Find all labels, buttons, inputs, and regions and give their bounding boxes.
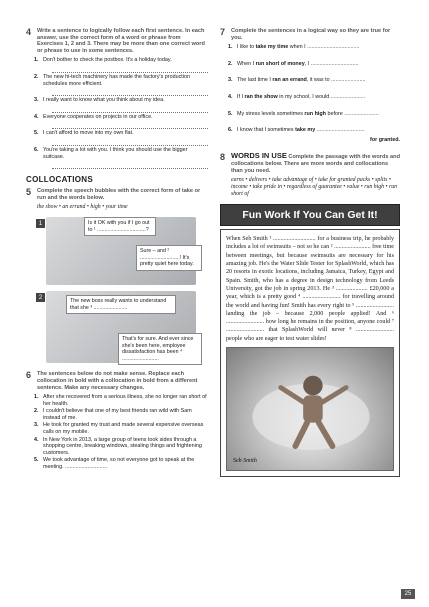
- article-box: [220, 229, 400, 477]
- answer-line[interactable]: [52, 68, 208, 73]
- answer-line[interactable]: [52, 108, 208, 113]
- list-item: 1. Don't bother to check the postbox. It's a holiday today.: [34, 57, 172, 64]
- word-bank: the show • an errand • high • your time: [37, 204, 128, 211]
- list-item[interactable]: 4. If I ran the show in my school, I would .......................: [228, 93, 366, 100]
- exercise-8-heading: 8 WORDS IN USE Complete the passage with the words and collocations below. There are more words and collocations than you need.: [220, 151, 400, 174]
- answer-line[interactable]: [52, 141, 208, 146]
- speech-bubble-1: Is it OK with you if I go out to ¹ .................................?: [84, 217, 156, 236]
- words-in-use-title: WORDS IN USE: [231, 151, 287, 161]
- list-item: 5. I can't afford to move into my own flat.: [34, 130, 134, 137]
- last-line: for granted.: [370, 136, 400, 143]
- list-item: 2. I couldn't believe that one of my best friends ran wild with Sam instead of me.: [34, 408, 192, 421]
- list-item[interactable]: 1. I like to take my time when I ...................................: [228, 44, 360, 51]
- list-item: 4. Everyone cooperates on projects in our office.: [34, 113, 153, 120]
- answer-line[interactable]: [52, 124, 208, 129]
- exercise-5-heading: 5 Complete the speech bubbles with the correct form of take or run and the words below.: [26, 187, 201, 201]
- exercise-4-heading: [26, 28, 208, 54]
- list-item[interactable]: 3. The last time I ran an errand, it was to .......................: [228, 77, 366, 84]
- water-slide-photo: [226, 347, 394, 471]
- speech-bubble-4: That's for sure. And ever since she's been here, employee dissatisfaction has been ⁴ .........................: [118, 333, 202, 365]
- speech-bubble-2: Sure – and ² ...........................! It's pretty quiet here today.: [136, 245, 202, 270]
- list-item: 3. He took for granted my trust and made several expensive overseas calls on my mobile.: [34, 422, 204, 436]
- answer-line[interactable]: [52, 91, 208, 96]
- exercise-number: 4: [26, 27, 32, 37]
- word-bank: earns • delivers • take advantage of • take for granted packs • splits • income • take pride in • regardless of guarantee • value • run high • run short of: [231, 177, 398, 198]
- list-item: 5. We took advantage of time, so not everyone got to speak at the meeting. ............................: [34, 457, 195, 471]
- photo-caption: Seb Smith: [233, 457, 257, 464]
- photo-tag: 2: [36, 293, 45, 302]
- collocations-title: COLLOCATIONS: [26, 175, 94, 185]
- list-item: 2. The new hi-tech machinery has made the factory's production schedules more efficient.: [34, 73, 190, 87]
- person-silhouette-icon: [227, 348, 393, 470]
- exercise-6-heading: 6 The sentences below do not make sense. Replace each collocation in bold with a collocation in bold from a different sentence. Make any necessary changes.: [26, 370, 198, 391]
- answer-line[interactable]: [52, 164, 208, 169]
- list-item: 4. In New York in 2013, a large group of teens took sides through a shopping centre, breaking windows, stealing things and frightening customers.: [34, 436, 202, 456]
- exercise-instructions: Write a sentence to logically follow each first sentence. In each answer, use the correct form of a word or phrase from Exercises 1, 2 and 3. There may be more than one correct word or phrase to use in some sentences.: [37, 28, 205, 54]
- exercise-6-list: [26, 394, 208, 471]
- list-item[interactable]: 5. My stress levels sometimes run high before .......................: [228, 110, 379, 117]
- exercise-4-list: [26, 57, 208, 169]
- speech-bubble-photos: [36, 215, 208, 365]
- page-number: 25: [401, 589, 415, 599]
- left-column: [26, 28, 208, 472]
- right-column: [220, 28, 400, 477]
- list-item[interactable]: 6. I know that I sometimes take my ................................ for granted.: [228, 127, 400, 143]
- list-item: 3. I really want to know what you think about my idea.: [34, 97, 165, 104]
- exercise-7-heading: 7 Complete the sentences in a logical way so they are true for you.: [220, 27, 391, 41]
- photo-tag: 1: [36, 219, 45, 228]
- list-item: 6. You're taking a lot with you. I think you should use the bigger suitcase.: [34, 146, 188, 160]
- article-body: When Seb Smith ¹ ............................ for a business trip, he probably includes a lot of swimsuits – not so he can ² ........................ free time between meetings, but because swimsuits are necessary for his amazing job. He's the Water Slide Tester for SplashWorld, which has 20 resorts in exotic locations, including Jamaica, Turkey, Egypt and Spain. Smith, who has a degree in design technology from Leeds University, got the job in spring 2013. He ³ ..................... £20,000 a year, which is a pretty good ⁴ ......................... for travelling around the world and having fun! Smith has every right to ⁵ ......................... landing the job – because 2,000 people applied! And ⁶ ......................... how long he remains in the position, anyone could ⁷ ......................... that SplashWorld will never ⁸ ......................... people who are eager to test water slides!: [226, 236, 394, 342]
- exercise-7-list: [220, 44, 400, 143]
- list-item: 1. After she recovered from a serious illness, she no longer ran short of her health.: [34, 394, 207, 407]
- article-title: Fun Work If You Can Get It!: [220, 204, 400, 226]
- list-item[interactable]: 2. When I run short of money, I ................................: [228, 60, 359, 67]
- speech-bubble-3: The new boss really wants to understand that she ³ .......................: [66, 295, 176, 314]
